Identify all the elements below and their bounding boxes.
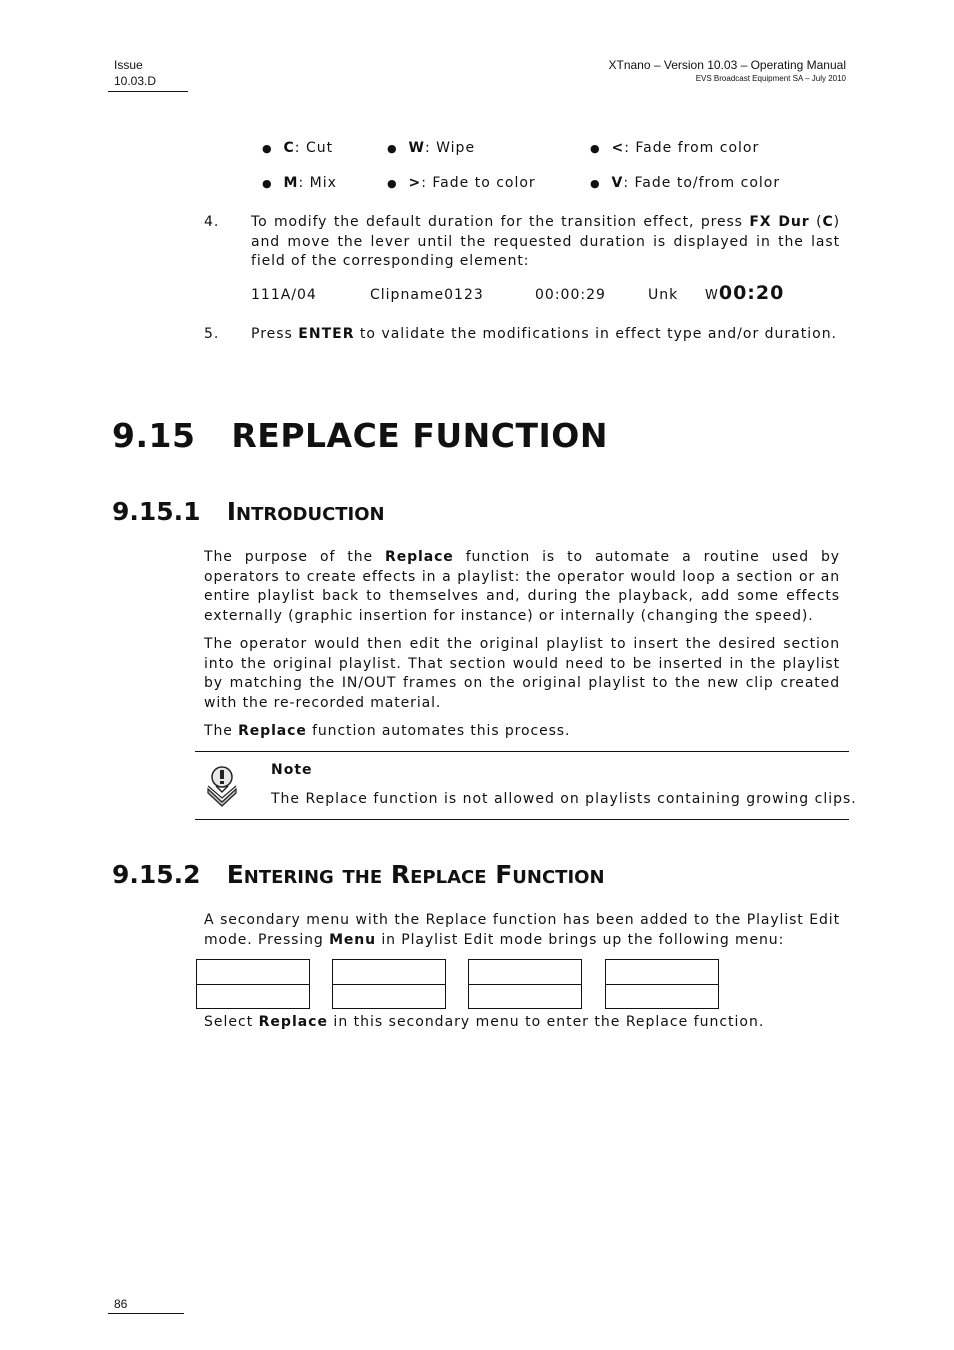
bullet-icon: ● — [387, 177, 398, 190]
page-number: 86 — [114, 1297, 128, 1311]
note-bottom-rule — [195, 819, 849, 820]
paragraph-select-replace: Select Replace in this secondary menu to enter the Replace function. — [204, 1014, 765, 1030]
menu-cell-1 — [196, 959, 310, 1009]
note-icon — [202, 762, 242, 808]
paragraph-secondary-menu: A secondary menu with the Replace function has been added to the Playlist Edit mode. Pressing Menu in Playlist Edit mode brings up the following menu: — [204, 912, 840, 948]
effect-mix: ● M: Mix — [262, 175, 337, 191]
bullet-icon: ● — [262, 142, 273, 155]
note-top-rule — [195, 751, 849, 752]
effect-fade-to-color: ● >: Fade to color — [387, 175, 536, 191]
paragraph-operator: The operator would then edit the original playlist to insert the desired section into the original playlist. That section would need to be inserted in the playlist by matching the IN/OUT frames on the original playlist to the new clip created with the re-recorded material. — [204, 636, 840, 711]
element-clipname: Clipname0123 — [370, 287, 484, 303]
step-4-text: To modify the default duration for the transition effect, press FX Dur (C) and move the lever until the requested duration is displayed in the last field of the corresponding element: — [251, 214, 840, 269]
effect-fade-to-from-color: ● V: Fade to/from color — [590, 175, 781, 191]
step-5-number: 5. — [204, 326, 220, 342]
paragraph-purpose: The purpose of the Replace function is to automate a routine used by operators to create effects in a playlist: the operator would loop a section or an entire playlist back to themselves and, during the playback, add some effects externally (graphic insertion for instance) or internally (changing the speed). — [204, 549, 840, 624]
bullet-icon: ● — [387, 142, 398, 155]
element-unk: Unk — [648, 287, 679, 303]
note-text: The Replace function is not allowed on playlists containing growing clips. — [271, 791, 857, 807]
publisher: EVS Broadcast Equipment SA – July 2010 — [695, 74, 846, 83]
menu-cell-4 — [605, 959, 719, 1009]
header-rule — [108, 91, 188, 92]
element-timecode: 00:00:29 — [535, 287, 606, 303]
element-id: 111A/04 — [251, 287, 317, 303]
effect-fade-from-color: ● <: Fade from color — [590, 140, 760, 156]
effect-wipe: ● W: Wipe — [387, 140, 476, 156]
section-title: 9.15 REPLACE FUNCTION — [112, 416, 608, 455]
note-label: Note — [271, 762, 313, 778]
step-5-text: Press ENTER to validate the modifications in effect type and/or duration. — [251, 326, 838, 342]
manual-title: XTnano – Version 10.03 – Operating Manual — [608, 58, 846, 72]
bullet-icon: ● — [262, 177, 273, 190]
menu-cell-3 — [468, 959, 582, 1009]
paragraph-automates: The Replace function automates this process. — [204, 723, 571, 739]
step-4-number: 4. — [204, 214, 220, 230]
subsection-2-title: 9.15.2 Entering the Replace Function — [112, 860, 605, 889]
element-duration: W00:20 — [705, 282, 785, 304]
issue-number: 10.03.D — [114, 74, 157, 88]
issue-label: Issue — [114, 58, 143, 72]
menu-cell-2 — [332, 959, 446, 1009]
effect-cut: ● C: Cut — [262, 140, 334, 156]
footer-rule — [108, 1313, 184, 1314]
subsection-1-title: 9.15.1 Introduction — [112, 497, 385, 526]
bullet-icon: ● — [590, 142, 601, 155]
bullet-icon: ● — [590, 177, 601, 190]
